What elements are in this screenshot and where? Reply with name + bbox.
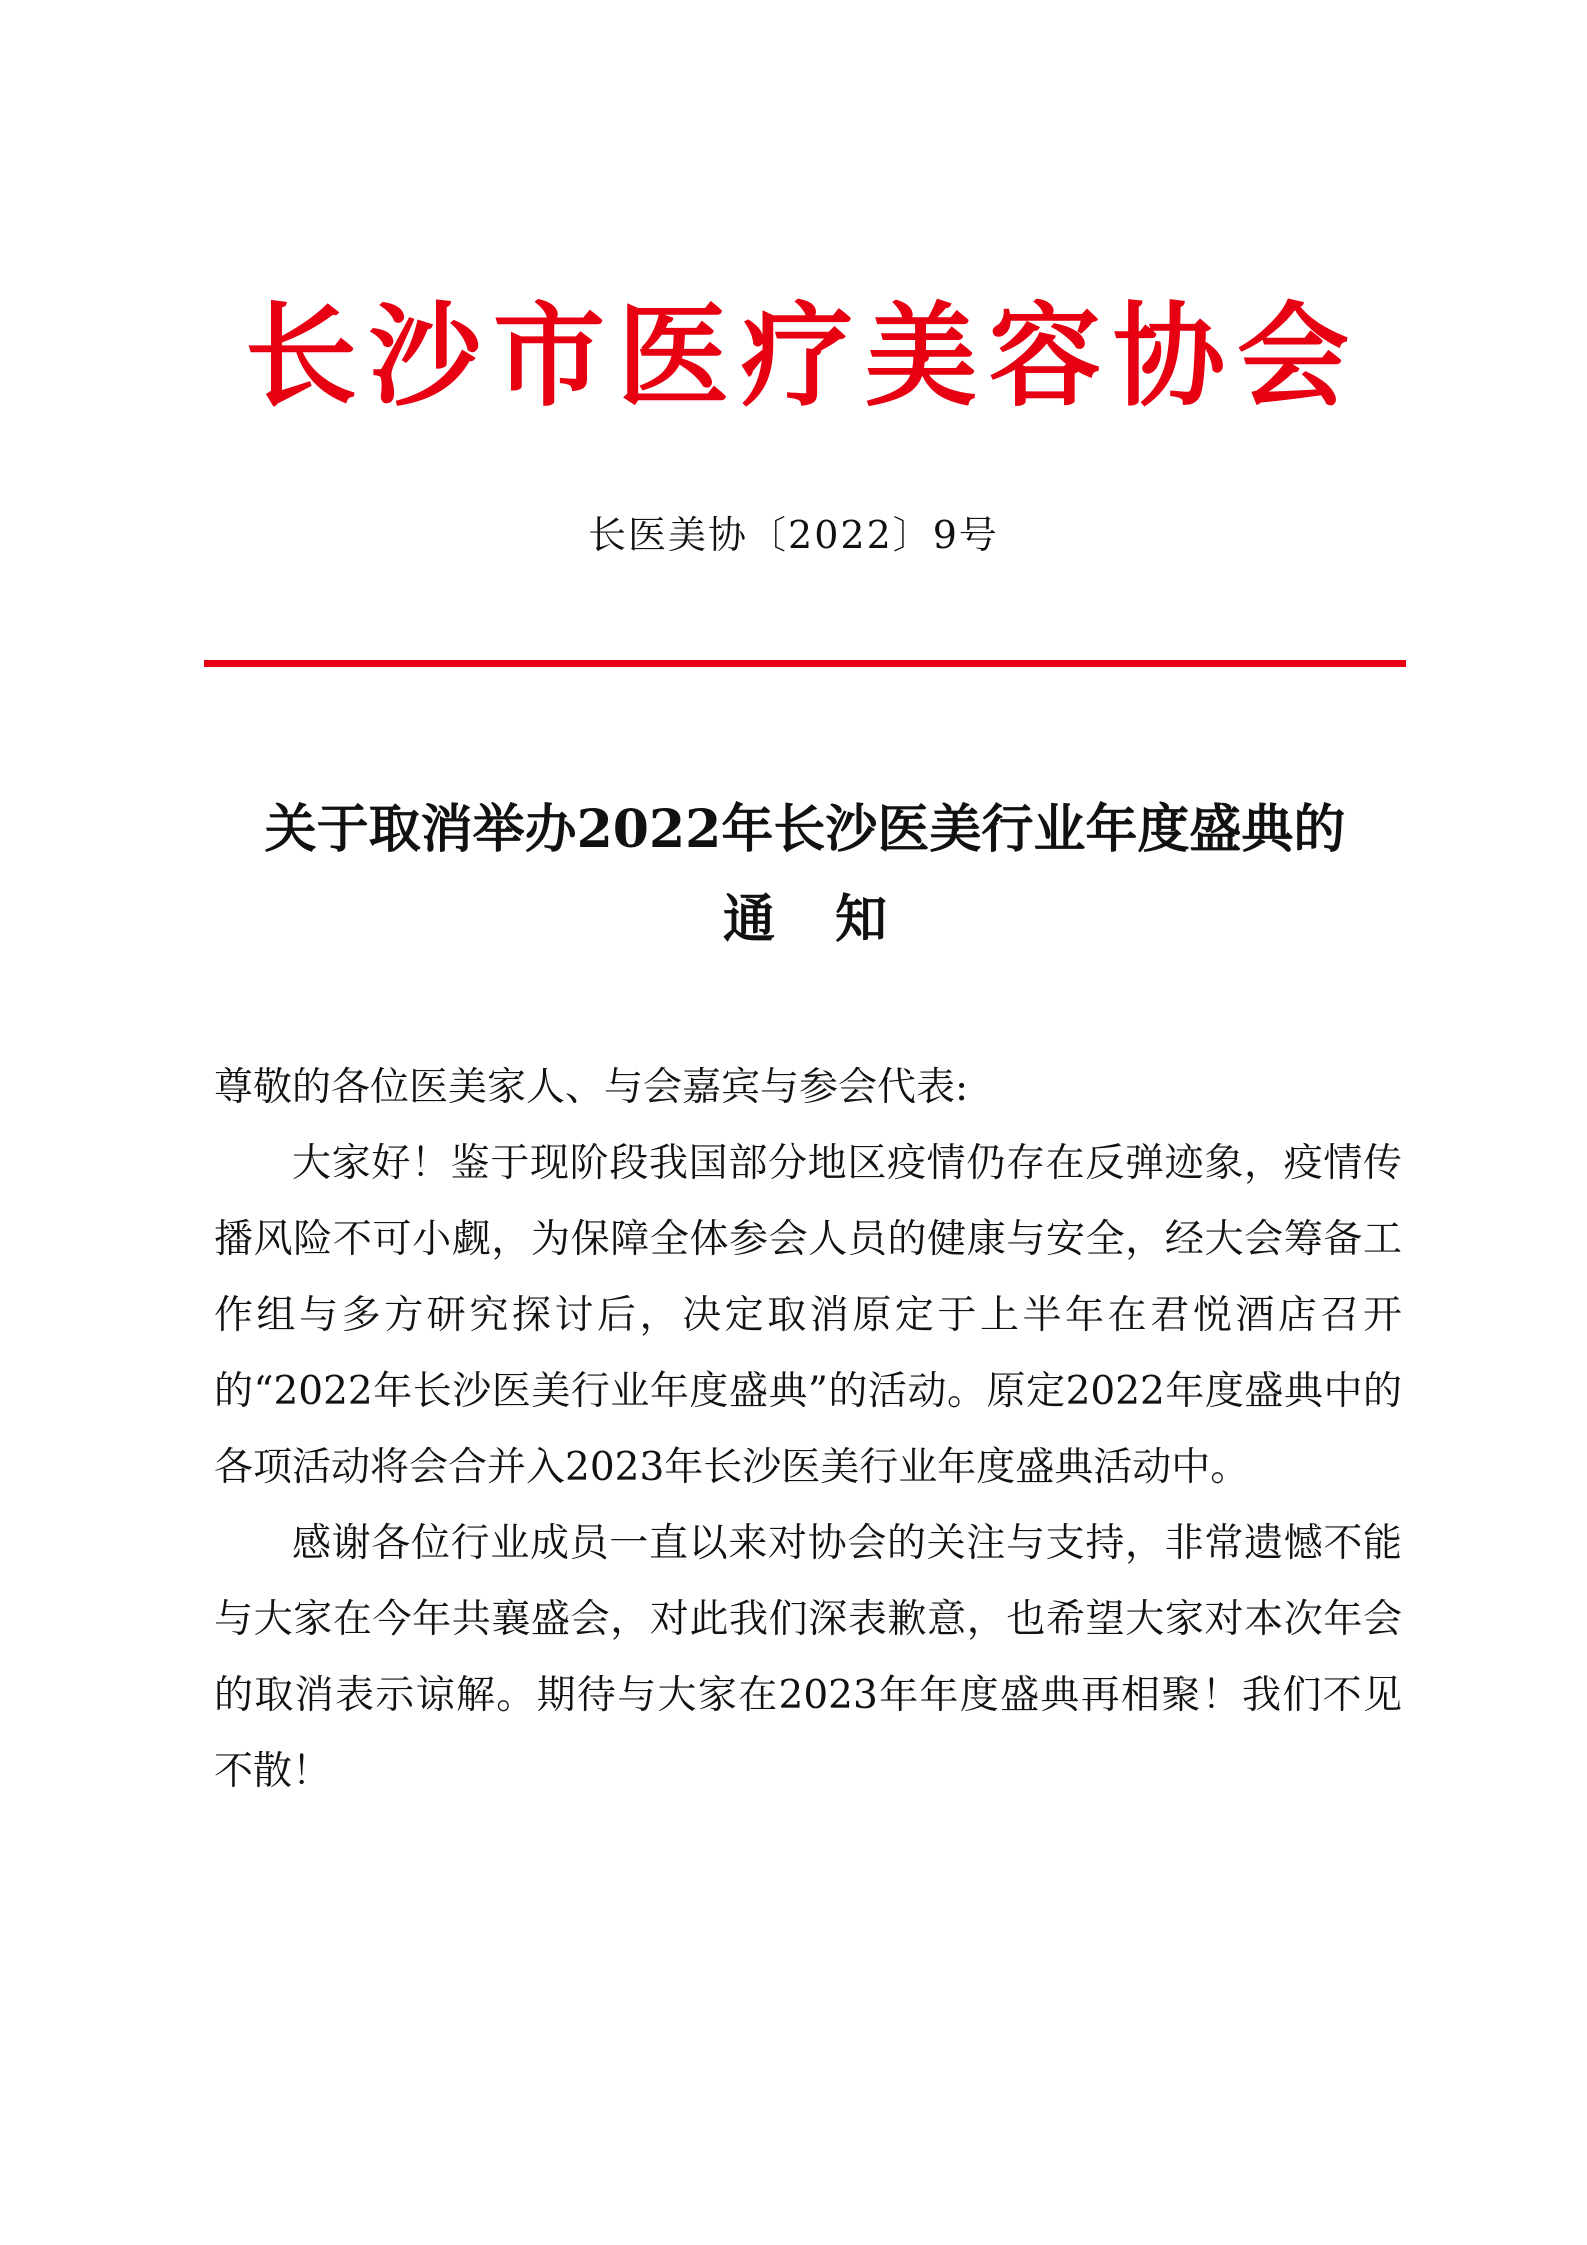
body-paragraph-2: 感谢各位行业成员一直以来对协会的关注与支持，非常遗憾不能与大家在今年共襄盛会，对此我们深表歉意，也希望大家对本次年会的取消表示谅解。期待与大家在2023年年度盛典再相聚！我们不见不散！ xyxy=(214,1521,1402,1794)
body-paragraph-1: 大家好！鉴于现阶段我国部分地区疫情仍存在反弹迹象，疫情传播风险不可小觑，为保障全体参会人员的健康与安全，经大会筹备工作组与多方研究探讨后，决定取消原定于上半年在君悦酒店召开的“2022年长沙医美行业年度盛典”的活动。原定2022年度盛典中的各项活动将会合并入2023年长沙医美行业年度盛典活动中。 xyxy=(214,1141,1402,1490)
salutation: 尊敬的各位医美家人、与会嘉宾与参会代表: xyxy=(214,1065,969,1110)
notice-title-line1: 关于取消举办2022年长沙医美行业年度盛典的 xyxy=(264,799,1346,860)
organization-masthead: 长沙市医疗美容协会 xyxy=(245,291,1361,422)
red-divider-line xyxy=(204,660,1406,667)
notice-body xyxy=(214,1050,1402,1810)
notice-title xyxy=(204,790,1406,960)
notice-title-line2: 通知 xyxy=(722,889,947,950)
document-number: 长医美协〔2022〕9号 xyxy=(588,513,999,557)
